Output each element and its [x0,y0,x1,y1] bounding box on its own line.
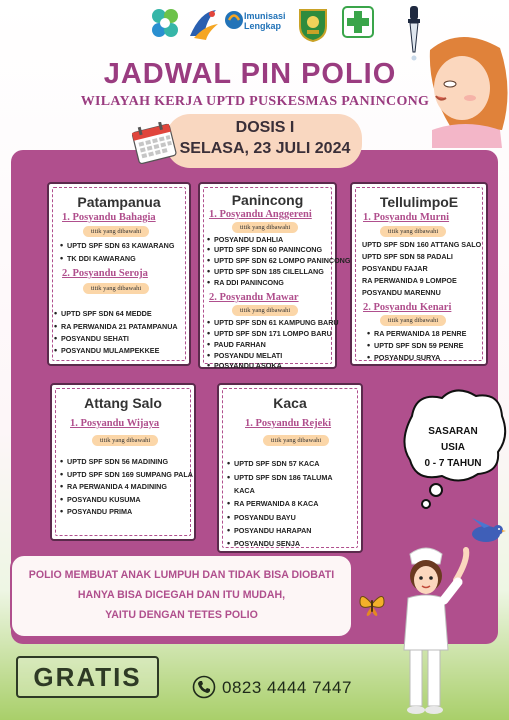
date-label: SELASA, 23 JULI 2024 [179,140,351,157]
list-item: • POSYANDU PRIMA [67,507,132,516]
list-item: • POSYANDU SEHATI [61,334,129,343]
message-line-1: POLIO MEMBUAT ANAK LUMPUH DAN TIDAK BISA DIOBATI [28,569,335,581]
card-panincong [198,182,351,370]
ministry-logo [148,6,182,42]
posyandu-title: 1. Posyandu Murni [363,212,450,223]
list-item: • PAUD FARHAN [214,340,266,349]
list-item: • POSYANDU MELATI [214,351,282,360]
list-item: • UPTD SPF SDN 60 PANINCONG [214,245,322,254]
posyandu-title: 2. Posyandu Mawar [209,292,299,303]
area-tag: titik yang dibawahi [380,226,446,237]
puskesmas-cross-logo [342,6,374,42]
area-tag: titik yang dibawahi [380,315,446,326]
posyandu-title: 1. Posyandu Anggereni [209,209,312,220]
message-line-2: HANYA BISA DICEGAH DAN ITU MUDAH, [77,589,286,601]
posyandu-title: 1. Posyandu Rejeki [245,418,332,429]
area-tag: titik yang dibawahi [263,435,329,446]
list-item: • UPTD SPF SDN 171 LOMPO BARU [214,329,332,338]
card-title: Patampanua [77,194,161,210]
list-item: • UPTD SPF SDN 57 KACA [234,459,319,468]
sasaran-label: SASARAN [428,426,478,437]
list-item: • RA PERWANIDA 8 KACA [234,499,318,508]
usia-label: USIA [441,442,465,453]
page-subtitle: WILAYAH KERJA UPTD PUSKESMAS PANINCONG [80,94,430,109]
area-tag: titik yang dibawahi [232,222,298,233]
list-item: • POSYANDU SENJA [234,539,300,548]
nurse-illustration [396,540,480,720]
bakti-husada-logo [186,6,222,42]
message-line-3: YAITU DENGAN TETES POLIO [105,609,258,621]
list-item: • UPTD SPF SDN 61 KAMPUNG BARU [214,318,339,327]
card-tellulimpoe [350,182,488,366]
area-tag: titik yang dibawahi [92,435,158,446]
list-item: • TK DDI KAWARANG [67,254,136,263]
phone-number[interactable]: 0823 4444 7447 [222,678,352,697]
page-title: JADWAL PIN POLIO [103,58,397,90]
list-item: • POSYANDU KUSUMA [67,495,141,504]
area-tag: titik yang dibawahi [83,283,149,294]
girl-illustration [410,30,509,152]
card-patampanua [47,182,191,366]
list-item: • POSYANDU SURYA [374,353,440,362]
list-item: • POSYANDU MULAMPEKKEE [61,346,159,355]
card-title: Panincong [231,192,304,208]
list-item: • RA PERWANIDA 21 PATAMPANUA [61,322,178,331]
list-item: • UPTD SPF SDN 185 CILELLANG [214,267,324,276]
list-item: • RA DDI PANINCONG [214,278,284,287]
list-item: • UPTD SPF SDN 63 KAWARANG [67,241,174,250]
list-item: • POSYANDU HARAPAN [234,526,311,535]
butterfly-icon [358,590,386,622]
list-item: UPTD SPF SDN 160 ATTANG SALO [362,240,482,249]
list-item: • UPTD SPF SDN 169 SUMPANG PALA [67,470,193,479]
list-item: • UPTD SPF SDN 56 MADINING [67,457,168,466]
calendar-icon [131,122,177,168]
list-item: • UPTD SPF SDN 186 TALUMA [234,473,333,482]
list-item: RA PERWANIDA 9 LOMPOE [362,276,457,285]
dose-label: DOSIS I [235,119,295,136]
list-item: • UPTD SPF SDN 59 PENRE [374,341,463,350]
list-item: • RA PERWANIDA 4 MADINING [67,482,167,491]
list-item: POSYANDU MARENNU [362,288,441,297]
card-title: Kaca [273,395,307,411]
card-kaca [217,383,363,553]
list-item: • POSYANDU DAHLIA [214,235,283,244]
posyandu-title: 2. Posyandu Kenari [363,302,452,313]
area-tag: titik yang dibawahi [232,305,298,316]
list-item: • POSYANDU BAYU [234,513,296,522]
card-attang-salo [50,383,196,541]
phone-icon [192,675,216,703]
card-title: TellulimpoE [379,194,459,210]
regency-emblem [296,6,330,42]
card-title: Attang Salo [84,395,162,411]
list-item: • UPTD SPF SDN 64 MEDDE [61,309,152,318]
gratis-badge: GRATIS [16,656,159,698]
area-tag: titik yang dibawahi [83,226,149,237]
list-item: POSYANDU FAJAR [362,264,428,273]
imunisasi-lengkap-logo [224,6,244,42]
posyandu-title: 1. Posyandu Wijaya [70,418,160,429]
imunisasi-line1: Imunisasi [244,11,286,21]
list-item: • UPTD SPF SDN 62 LOMPO PANINCONG [214,256,350,265]
imunisasi-line2: Lengkap [244,21,282,31]
posyandu-title: 1. Posyandu Bahagia [62,212,156,223]
list-item: • RA PERWANIDA 18 PENRE [374,329,466,338]
list-item: KACA [234,486,255,495]
age-range: 0 - 7 TAHUN [424,458,482,469]
imunisasi-lengkap-text [244,11,286,31]
list-item: UPTD SPF SDN 58 PADALI [362,252,453,261]
list-item: • POSYANDU ASOKA [214,361,282,370]
posyandu-title: 2. Posyandu Seroja [62,268,148,279]
